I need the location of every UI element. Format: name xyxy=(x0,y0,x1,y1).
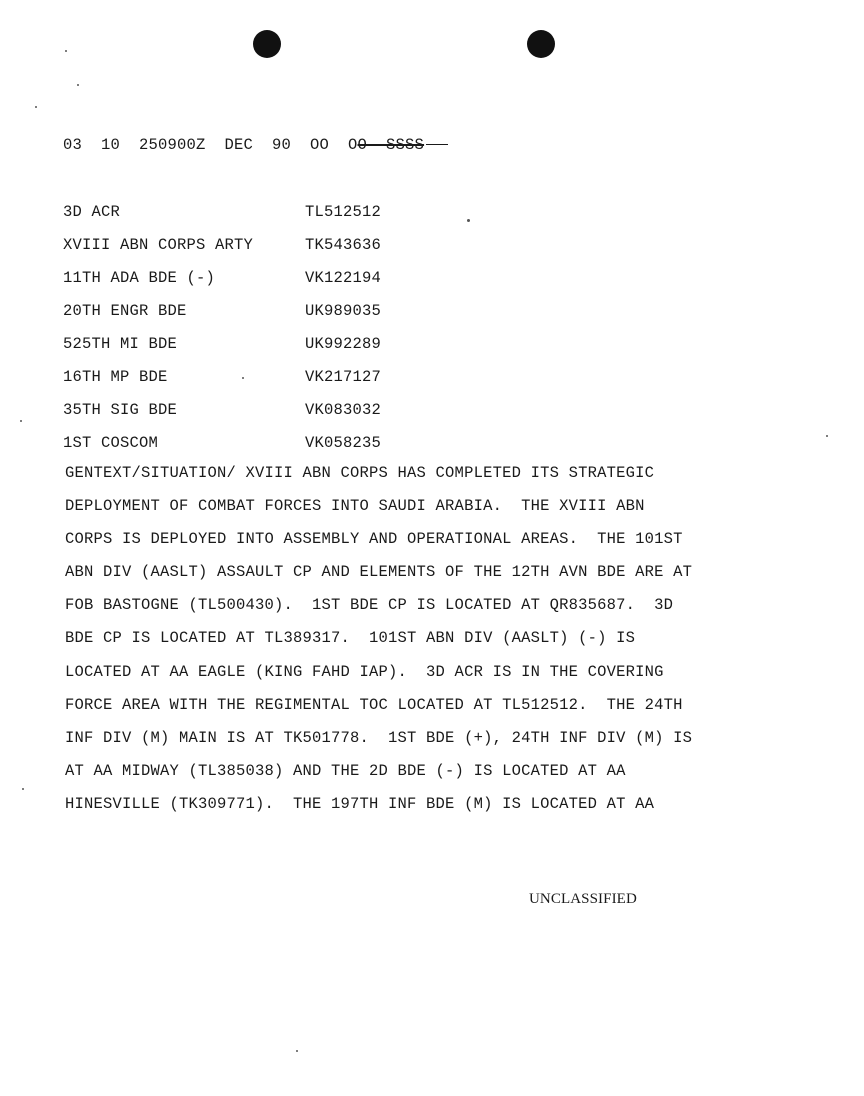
scan-speck xyxy=(77,84,79,86)
unit-name: 20TH ENGR BDE xyxy=(63,302,187,320)
classification-marking: UNCLASSIFIED xyxy=(529,891,637,907)
unit-grid-reference: UK992289 xyxy=(305,335,382,353)
header-tail-rule xyxy=(426,144,448,145)
scan-speck xyxy=(20,420,22,422)
unit-name: 11TH ADA BDE (-) xyxy=(63,269,216,287)
message-header-text: 03 10 250900Z DEC 90 OO O xyxy=(63,136,358,154)
scan-speck xyxy=(826,435,828,437)
narrative-line: LOCATED AT AA EAGLE (KING FAHD IAP). 3D ACR IS IN THE COVERING xyxy=(65,662,664,681)
unit-name: 525TH MI BDE xyxy=(63,335,178,353)
situation-narrative xyxy=(65,464,692,828)
unit-grid-reference: TL512512 xyxy=(305,203,382,221)
narrative-line: FOB BASTOGNE (TL500430). 1ST BDE CP IS LOCATED AT QR835687. 3D xyxy=(65,596,674,615)
scan-speck xyxy=(22,788,24,790)
narrative-line: ABN DIV (AASLT) ASSAULT CP AND ELEMENTS OF THE 12TH AVN BDE ARE AT xyxy=(65,563,693,582)
narrative-line: DEPLOYMENT OF COMBAT FORCES INTO SAUDI ARABIA. THE XVIII ABN xyxy=(65,497,645,516)
unit-name: 3D ACR xyxy=(63,203,121,221)
narrative-line: AT AA MIDWAY (TL385038) AND THE 2D BDE (-) IS LOCATED AT AA xyxy=(65,761,626,780)
scan-speck xyxy=(296,1050,298,1052)
scan-speck xyxy=(35,106,37,108)
narrative-line: FORCE AREA WITH THE REGIMENTAL TOC LOCATED AT TL512512. THE 24TH xyxy=(65,695,683,714)
narrative-line: INF DIV (M) MAIN IS AT TK501778. 1ST BDE (+), 24TH INF DIV (M) IS xyxy=(65,728,693,747)
scan-speck xyxy=(242,377,244,379)
unit-grid-reference: TK543636 xyxy=(305,236,382,254)
unit-grid-reference: UK989035 xyxy=(305,302,382,320)
message-header-struck-text: O SSSS xyxy=(357,136,425,154)
unit-name: 35TH SIG BDE xyxy=(63,401,178,419)
punch-hole-left-icon xyxy=(253,30,281,58)
narrative-line: CORPS IS DEPLOYED INTO ASSEMBLY AND OPERATIONAL AREAS. THE 101ST xyxy=(65,530,683,549)
unit-grid-reference: VK122194 xyxy=(305,269,382,287)
unit-name: XVIII ABN CORPS ARTY xyxy=(63,236,254,254)
unit-grid-reference: VK058235 xyxy=(305,434,382,452)
narrative-line: HINESVILLE (TK309771). THE 197TH INF BDE (M) IS LOCATED AT AA xyxy=(65,794,655,813)
unit-grid-reference: VK083032 xyxy=(305,401,382,419)
scan-speck xyxy=(467,219,470,222)
unit-name: 16TH MP BDE xyxy=(63,368,168,386)
scan-speck xyxy=(65,50,67,52)
unit-grid-reference: VK217127 xyxy=(305,368,382,386)
narrative-line: GENTEXT/SITUATION/ XVIII ABN CORPS HAS COMPLETED ITS STRATEGIC xyxy=(65,464,655,482)
punch-hole-right-icon xyxy=(527,30,555,58)
narrative-line: BDE CP IS LOCATED AT TL389317. 101ST ABN DIV (AASLT) (-) IS xyxy=(65,629,636,648)
unit-name: 1ST COSCOM xyxy=(63,434,159,452)
message-header-line xyxy=(63,136,448,154)
